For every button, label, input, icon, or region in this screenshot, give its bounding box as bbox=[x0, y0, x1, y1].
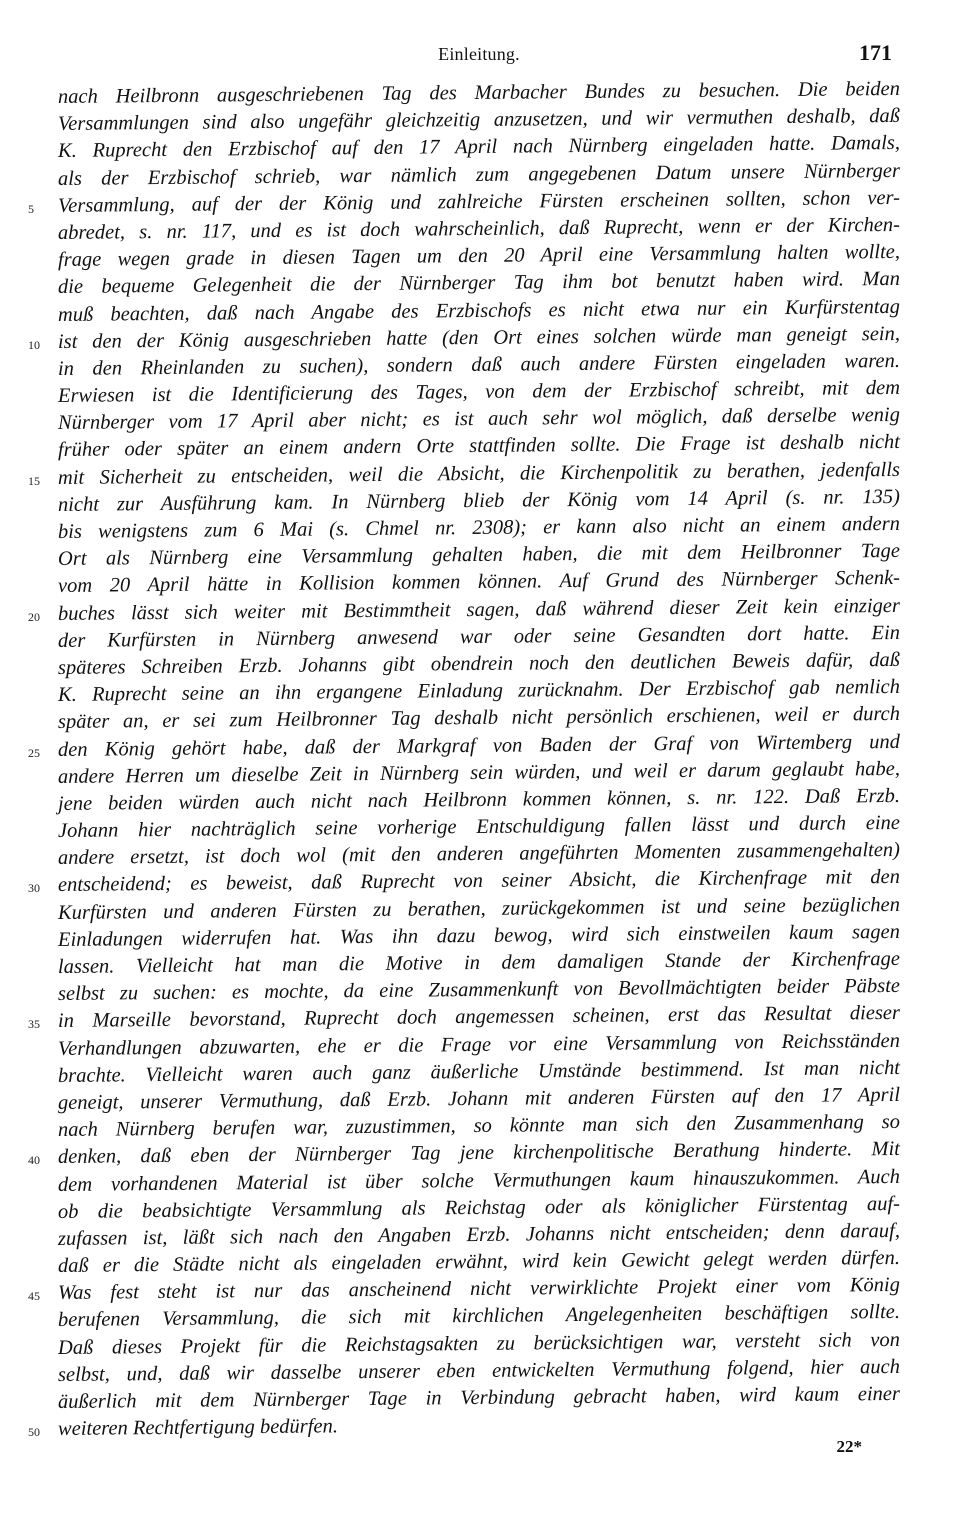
body-text bbox=[28, 77, 901, 1443]
line-number: 10 bbox=[28, 337, 40, 352]
line-text: mit Sicherheit zu entscheiden, weil die Absicht, die Kirchenpolitik zu berathen, jedenfalls bbox=[57, 458, 901, 489]
line-text: geneigt, unserer Vermuthung, daß Erzb. Johann mit anderen Fürsten auf den 17 April bbox=[57, 1083, 901, 1114]
line-number: 45 bbox=[28, 1289, 40, 1304]
line-text: jene beiden würden auch nicht nach Heilbronn kommen können, s. nr. 122. Daß Erzb. bbox=[57, 784, 901, 815]
line-text: buches lässt sich weiter mit Bestimmtheit sagen, daß während dieser Zeit kein einziger bbox=[57, 594, 901, 625]
line-text: weiteren Rechtfertigung bedürfen. bbox=[57, 1415, 338, 1441]
line-text: Nürnberger vom 17 April aber nicht; es ist auch sehr wol möglich, daß derselbe wenig bbox=[57, 404, 901, 435]
line-text: Ort als Nürnberg eine Versammlung gehalten haben, die mit dem Heilbronner Tage bbox=[57, 540, 901, 571]
line-number: 35 bbox=[28, 1017, 40, 1032]
running-head: Einleitung. bbox=[438, 44, 520, 64]
line-number: 15 bbox=[28, 473, 40, 488]
line-text: späteres Schreiben Erzb. Johanns gibt obendrein noch den deutlichen Beweis dafür, daß bbox=[57, 648, 901, 679]
line-number: 25 bbox=[28, 745, 40, 760]
line-text: Einladungen widerrufen hat. Was ihn dazu bewog, wird sich einstweilen kaum sagen bbox=[57, 920, 901, 951]
line-text: Versammlung, auf der der König und zahlreiche Fürsten erscheinen sollten, schon ver- bbox=[57, 186, 901, 217]
line-text: in den Rheinlanden zu suchen), sondern daß auch andere Fürsten eingeladen waren. bbox=[57, 349, 901, 380]
signature-mark: 22* bbox=[836, 1437, 862, 1456]
line-text: den König gehört habe, daß der Markgraf von Baden der Graf von Wirtemberg und bbox=[57, 730, 901, 761]
line-text: Verhandlungen abzuwarten, ehe er die Frage vor eine Versammlung von Reichsständen bbox=[57, 1029, 901, 1060]
line-text: K. Ruprecht seine an ihn ergangene Einladung zurücknahm. Der Erzbischof gab nemlich bbox=[57, 676, 901, 707]
line-text: Erwiesen ist die Identificierung des Tages, von dem der Erzbischof schreibt, mit dem bbox=[57, 376, 901, 408]
line-text: die bequeme Gelegenheit die der Nürnberger Tag ihm bot benutzt haben wird. Man bbox=[57, 268, 901, 299]
line-text: vom 20 April hätte in Kollision kommen können. Auf Grund des Nürnberger Schenk- bbox=[57, 567, 901, 598]
line-text: zufassen ist, läßt sich nach den Angaben Erzb. Johanns nicht entscheiden; denn darauf, bbox=[57, 1219, 901, 1250]
line-number: 40 bbox=[28, 1153, 40, 1168]
line-number: 5 bbox=[28, 201, 34, 216]
line-text: Daß dieses Projekt für die Reichstagsakten zu berücksichtigen war, versteht sich von bbox=[57, 1328, 901, 1359]
line-number: 20 bbox=[28, 609, 40, 624]
line-text: bis wenigstens zum 6 Mai (s. Chmel nr. 2308); er kann also nicht an einem andern bbox=[57, 512, 901, 543]
line-text: frage wegen grade in diesen Tagen um den 20 April eine Versammlung halten wollte, bbox=[57, 241, 901, 272]
line-number: 50 bbox=[28, 1425, 40, 1440]
line-text: ist den der König ausgeschrieben hatte (den Ort eines solchen würde man geneigt sein, bbox=[57, 322, 901, 353]
page-header bbox=[58, 40, 900, 74]
line-text: nach Nürnberg berufen war, zuzustimmen, so könnte man sich den Zusammenhang so bbox=[57, 1111, 901, 1142]
line-text: berufenen Versammlung, die sich mit kirchlichen Angelegenheiten beschäftigen sollte. bbox=[57, 1301, 901, 1332]
text-line bbox=[28, 1415, 900, 1443]
line-text: brachte. Vielleicht waren auch ganz äußerliche Umstände bestimmend. Ist man nicht bbox=[57, 1056, 901, 1087]
line-number: 30 bbox=[28, 881, 40, 896]
line-text: daß er die Städte nicht als eingeladen erwähnt, wird kein Gewicht gelegt werden dürfen. bbox=[57, 1246, 901, 1278]
line-text: später an, er sei zum Heilbronner Tag deshalb nicht persönlich erschienen, weil er durch bbox=[57, 703, 901, 734]
line-text: selbst zu suchen: es mochte, da eine Zusammenkunft von Bevollmächtigten beider Päbste bbox=[57, 975, 901, 1006]
line-text: Was fest steht ist nur das anscheinend nicht verwirklichte Projekt einer vom König bbox=[57, 1274, 901, 1305]
line-text: abredet, s. nr. 117, und es ist doch wahrscheinlich, daß Ruprecht, wenn er der Kirchen- bbox=[57, 213, 901, 244]
line-text: in Marseille bevorstand, Ruprecht doch angemessen scheinen, erst das Resultat dieser bbox=[57, 1002, 901, 1033]
line-text: nicht zur Ausführung kam. In Nürnberg blieb der König vom 14 April (s. nr. 135) bbox=[57, 485, 901, 516]
line-text: der Kurfürsten in Nürnberg anwesend war oder seine Gesandten dort hatte. Ein bbox=[57, 621, 901, 652]
line-text: selbst, und, daß wir dasselbe unserer eben entwickelten Vermuthung folgend, hier auch bbox=[57, 1355, 901, 1386]
line-text: Kurfürsten und anderen Fürsten zu berathen, zurückgekommen ist und seine bezüglichen bbox=[57, 893, 901, 924]
line-text: als der Erzbischof schrieb, war nämlich zum angegebenen Datum unsere Nürnberger bbox=[57, 159, 901, 190]
line-text: entscheidend; es beweist, daß Ruprecht von seiner Absicht, die Kirchenfrage mit den bbox=[57, 866, 901, 897]
line-text: früher oder später an einem andern Orte stattfinden sollte. Die Frage ist deshalb nicht bbox=[57, 431, 901, 462]
line-text: ob die beabsichtigte Versammlung als Reichstag oder als königlicher Fürstentag auf- bbox=[57, 1192, 901, 1223]
line-text: muß beachten, daß nach Angabe des Erzbischofs es nicht etwa nur ein Kurfürstentag bbox=[57, 295, 901, 326]
line-text: äußerlich mit dem Nürnberger Tage in Verbindung gebracht haben, wird kaum einer bbox=[57, 1382, 901, 1413]
line-text: andere Herren um dieselbe Zeit in Nürnberg sein würden, und weil er darum geglaubt habe, bbox=[57, 757, 901, 788]
line-text: andere ersetzt, ist doch wol (mit den anderen angeführten Momenten zusammengehalten) bbox=[57, 839, 901, 870]
line-text: K. Ruprecht den Erzbischof auf den 17 April nach Nürnberg eingeladen hatte. Damals, bbox=[57, 132, 901, 163]
line-text: lassen. Vielleicht hat man die Motive in dem damaligen Stande der Kirchenfrage bbox=[57, 947, 901, 978]
line-text: Versammlungen sind also ungefähr gleichzeitig anzusetzen, und wir vermuthen deshalb, daß bbox=[57, 105, 901, 136]
line-text: denken, daß eben der Nürnberger Tag jene kirchenpolitische Berathung hinderte. Mit bbox=[57, 1138, 901, 1169]
line-text: dem vorhandenen Material ist über solche Vermuthungen kaum hinauszukommen. Auch bbox=[57, 1165, 901, 1196]
line-text: nach Heilbronn ausgeschriebenen Tag des Marbacher Bundes zu besuchen. Die beiden bbox=[57, 77, 901, 108]
page-number: 171 bbox=[859, 40, 892, 65]
line-text: Johann hier nachträglich seine vorherige Entschuldigung fallen lässt und durch eine bbox=[57, 811, 901, 843]
